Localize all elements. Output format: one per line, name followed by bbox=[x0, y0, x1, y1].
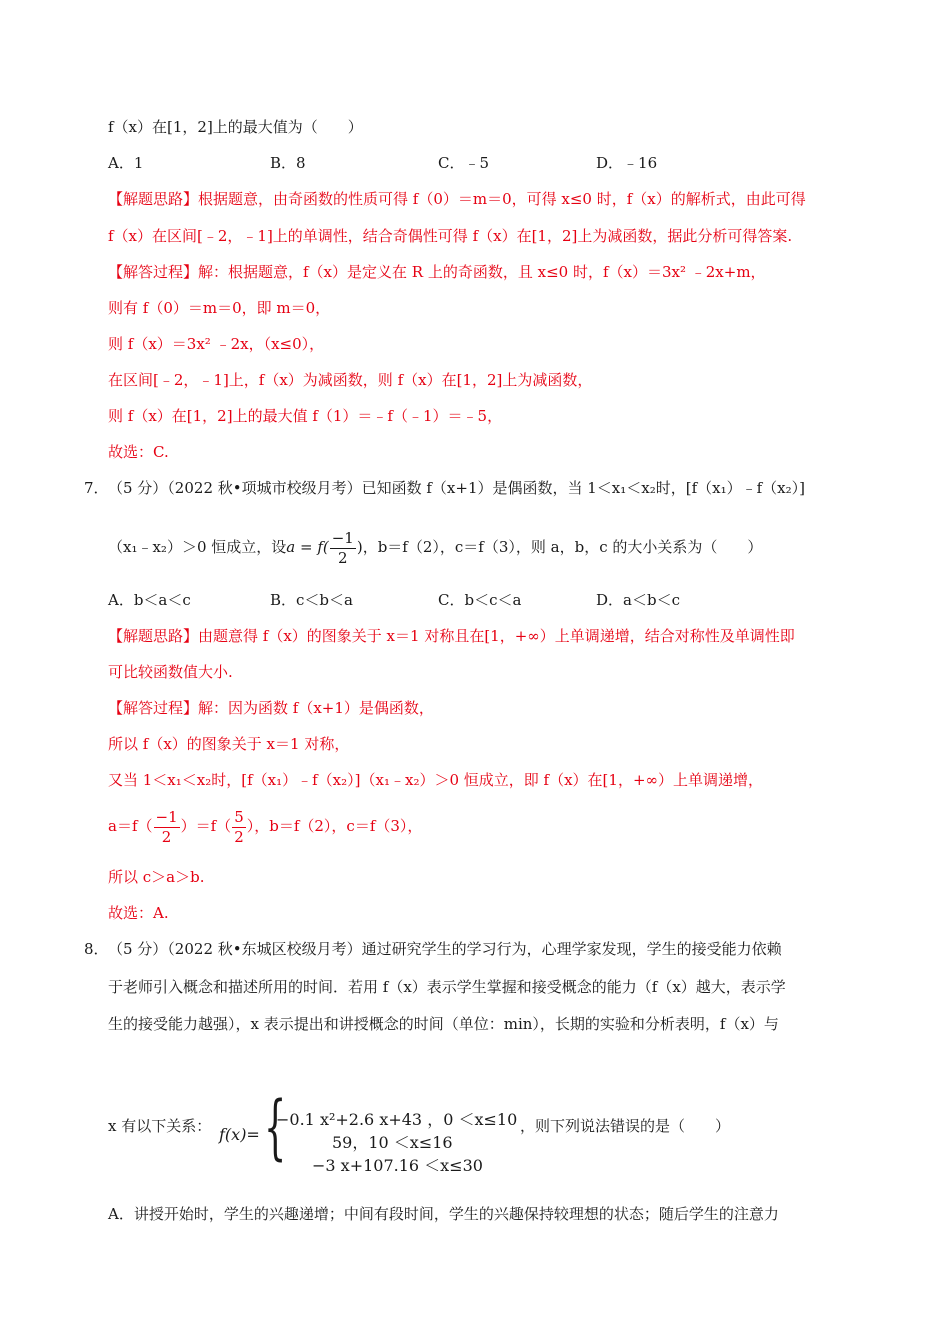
q8-stem-line3: 生的接受能力越强），x 表示提出和讲授概念的时间（单位：min），长期的实验和分析表明，f（x）与 bbox=[108, 1015, 779, 1033]
q6-option-c: C．﹣5 bbox=[438, 154, 490, 172]
q7-stem-part-a: （x₁﹣x₂）＞0 恒成立，设 bbox=[108, 538, 287, 556]
q7-solution-line4 bbox=[108, 806, 422, 847]
q7-solution-part-b: ）＝f（ bbox=[180, 817, 232, 835]
q8-stem-tail: ，则下列说法错误的是（ ） bbox=[520, 1117, 731, 1135]
q6-option-b: B．8 bbox=[270, 154, 306, 172]
q7-analysis-line1: 【解题思路】由题意得 f（x）的图象关于 x＝1 对称且在[1，+∞）上单调递增，结合对称性及单调性即 bbox=[108, 627, 795, 645]
q6-solution-line4: 在区间[﹣2，﹣1]上，f（x）为减函数，则 f（x）在[1，2]上为减函数， bbox=[108, 371, 593, 389]
q8-piecewise-brace: { bbox=[264, 1086, 287, 1168]
q8-option-a: A．讲授开始时，学生的兴趣递增；中间有段时间，学生的兴趣保持较理想的状态；随后学生的注意力 bbox=[108, 1205, 779, 1223]
q8-piece-1: −0.1 x²+2.6 x+43 ，0 ＜x≤10 bbox=[276, 1110, 518, 1129]
q6-stem-tail: f（x）在[1，2]上的最大值为（ ） bbox=[108, 118, 363, 136]
q6-solution-line5: 则 f（x）在[1，2]上的最大值 f（1）＝﹣f（﹣1）＝﹣5， bbox=[108, 407, 503, 425]
q7-option-b: B．c＜b＜a bbox=[270, 591, 353, 609]
q7-solution-fraction1 bbox=[154, 808, 180, 847]
q7-fraction-numerator: −1 bbox=[331, 528, 354, 547]
q7-solution-part-c: ），b＝f（2），c＝f（3）， bbox=[246, 817, 423, 835]
q7-answer: 故选：A. bbox=[108, 904, 169, 922]
q7-stem-line1: （5 分）（2022 秋•项城市校级月考）已知函数 f（x+1）是偶函数，当 1＜x₁＜x₂时，[f（x₁）﹣f（x₂）] bbox=[108, 479, 806, 497]
q6-solution-line1: 【解答过程】解：根据题意，f（x）是定义在 R 上的奇函数，且 x≤0 时，f（x）＝3x² ﹣2x+m， bbox=[108, 263, 766, 281]
q7-option-c: C．b＜c＜a bbox=[438, 591, 522, 609]
q7-option-a: A．b＜a＜c bbox=[108, 591, 191, 609]
q7-solution-fraction2-denominator: 2 bbox=[234, 827, 244, 846]
q6-analysis-line1: 【解题思路】根据题意，由奇函数的性质可得 f（0）＝m＝0，可得 x≤0 时，f（x）的解析式，由此可得 bbox=[108, 190, 806, 208]
q7-solution-line2: 所以 f（x）的图象关于 x＝1 对称， bbox=[108, 735, 350, 753]
q7-solution-fraction2-numerator: 5 bbox=[234, 807, 244, 826]
q6-option-d: D．﹣16 bbox=[596, 154, 658, 172]
q7-solution-fraction1-numerator: −1 bbox=[155, 807, 178, 826]
q8-piece-3: −3 x+107.16 ＜x≤30 bbox=[312, 1156, 483, 1175]
q8-stem-line4: x 有以下关系： bbox=[108, 1117, 212, 1135]
q8-stem-line2: 于老师引入概念和描述所用的时间．若用 f（x）表示学生掌握和接受概念的能力（f（x）越大，表示学 bbox=[108, 978, 786, 996]
q8-stem-line1: （5 分）（2022 秋•东城区校级月考）通过研究学生的学习行为，心理学家发现，学生的接受能力依赖 bbox=[108, 940, 782, 958]
q6-solution-line2: 则有 f（0）＝m＝0，即 m＝0， bbox=[108, 299, 331, 317]
q7-solution-part-a: a＝f（ bbox=[108, 817, 153, 835]
q7-stem-line2 bbox=[108, 526, 762, 568]
q7-fraction bbox=[330, 529, 356, 568]
q6-solution-line3: 则 f（x）＝3x² ﹣2x，（x≤0）， bbox=[108, 335, 325, 353]
q6-analysis-line2: f（x）在区间[﹣2，﹣1]上的单调性，结合奇偶性可得 f（x）在[1，2]上为减函数，据此分析可得答案. bbox=[108, 227, 793, 245]
q7-number: 7． bbox=[84, 479, 109, 497]
q7-fraction-denominator: 2 bbox=[338, 548, 348, 567]
q8-piece-2: 59，10 ＜x≤16 bbox=[332, 1133, 453, 1152]
q7-option-d: D．a＜b＜c bbox=[596, 591, 680, 609]
q8-number: 8． bbox=[84, 940, 109, 958]
q7-analysis-line2: 可比较函数值大小. bbox=[108, 663, 233, 681]
q7-solution-fraction1-denominator: 2 bbox=[161, 827, 172, 846]
q7-stem-part-b: a = f( bbox=[286, 538, 329, 556]
q6-answer: 故选：C. bbox=[108, 443, 169, 461]
q7-solution-fraction2 bbox=[232, 808, 246, 847]
q8-function-label: f(x)= bbox=[219, 1125, 260, 1144]
q7-stem-part-c: )，b＝f（2），c＝f（3），则 a，b，c 的大小关系为（ ） bbox=[356, 538, 763, 556]
q7-solution-line5: 所以 c＞a＞b. bbox=[108, 868, 205, 886]
q6-option-a: A．1 bbox=[108, 154, 144, 172]
q7-solution-line1: 【解答过程】解：因为函数 f（x+1）是偶函数， bbox=[108, 699, 434, 717]
q7-solution-line3: 又当 1＜x₁＜x₂时，[f（x₁）﹣f（x₂）]（x₁﹣x₂）＞0 恒成立，即 f（x）在[1，+∞）上单调递增， bbox=[108, 771, 764, 789]
